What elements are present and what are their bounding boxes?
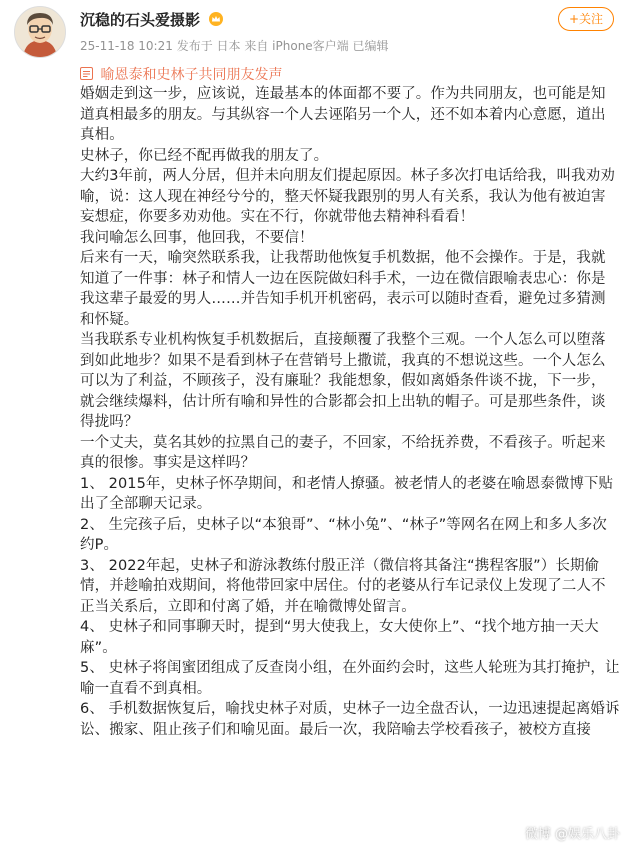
post-paragraph: 3、 2022年起，史林子和游泳教练付殷正洋（微信将其备注“携程客服”）长期偷情，并趁喻拍戏期间，将他带回家中居住。付的老婆从行车记录仪上发现了二人不正当关系后，立即和付离了婚，并在喻微博处留言。: [80, 557, 606, 615]
post-paragraph: 当我联系专业机构恢复手机数据后，直接颠覆了我整个三观。一个人怎么可以堕落到如此地步？如果不是看到林子在营销号上撒谎，我真的不想说这些。一个人怎么可以为了利益，不顾孩子，没有廉耻？我能想象，假如离婚条件谈不拢，下一步，就会继续爆料，估计所有喻和异性的合影都会扣上出轨的帽子。可是那些条件，谈得拢吗？: [80, 332, 606, 430]
post-paragraph: 大约3年前，两人分居，但并未向朋友们提起原因。林子多次打电话给我，叫我劝劝喻，说：这人现在神经兮兮的，整天怀疑我跟别的男人有关系，我认为他有被迫害妄想症，你要多劝劝他。实在不行，你就带他去精神科看看！: [80, 168, 615, 225]
post-source: 来自 iPhone客户端: [244, 39, 349, 53]
post-meta: [80, 37, 389, 54]
post-location: 发布于 日本: [176, 39, 241, 53]
post-paragraph: 2、 生完孩子后，史林子以“本狼哥”、“林小兔”、“林子”等网名在网上和多人多次约P。: [80, 516, 607, 553]
topic-link[interactable]: [80, 64, 282, 84]
post-paragraph: 史林子，你已经不配再做我的朋友了。: [80, 147, 329, 164]
post-paragraph: 婚姻走到这一步，应该说，连最基本的体面都不要了。作为共同朋友，也可能是知道真相最多的朋友。与其纵容一个人去诬陷另一个人，还不如本着内心意愿，道出真相。: [80, 86, 606, 143]
username-row: [80, 9, 223, 30]
watermark: 微博 @娱乐八卦: [524, 827, 620, 842]
post-paragraph: 5、 史林子将闺蜜团组成了反查岗小组，在外面约会时，这些人轮班为其打掩护，让喻一直看不到真相。: [80, 660, 620, 697]
username[interactable]: 沉稳的石头爱摄影: [80, 11, 201, 29]
post-paragraph: 1、 2015年，史林子怀孕期间，和老情人撩骚。被老情人的老婆在喻恩泰微博下贴出了全部聊天记录。: [80, 475, 614, 512]
cartoon-avatar-icon: [15, 7, 65, 57]
post-paragraph: 6、 手机数据恢复后，喻找史林子对质，史林子一边全盘否认，一边迅速提起离婚诉讼、搬家、阻止孩子们和喻见面。最后一次，我陪喻去学校看孩子，被校方直接: [80, 701, 620, 738]
post-paragraph: 4、 史林子和同事聊天时，提到“男大使我上，女大使你上”、“找个地方抽一天大麻”。: [80, 619, 599, 656]
post-header: [0, 0, 628, 60]
post-paragraph: 一个丈夫，莫名其妙的拉黑自己的妻子，不回家，不给抚养费，不看孩子。听起来真的很惨。事实是这样吗？: [80, 434, 606, 471]
edited-label[interactable]: 已编辑: [352, 39, 389, 53]
topic-icon: [80, 67, 93, 80]
post-paragraph: 后来有一天，喻突然联系我，让我帮助他恢复手机数据，他不会操作。于是，我就知道了一件事：林子和情人一边在医院做妇科手术，一边在微信跟喻表忠心：你是我这辈子最爱的男人……并告知手机开机密码，表示可以随时查看，避免过多猜测和怀疑。: [80, 250, 606, 328]
post-content: [80, 84, 620, 740]
crown-icon: [209, 12, 223, 26]
topic-label: 喻恩泰和史林子共同朋友发声: [100, 67, 283, 83]
post-paragraph: 我问喻怎么回事，他回我，不要信！: [80, 229, 314, 246]
avatar[interactable]: [14, 6, 66, 58]
follow-button[interactable]: +关注: [558, 7, 614, 31]
post-timestamp[interactable]: 25-11-18 10:21: [80, 39, 173, 53]
